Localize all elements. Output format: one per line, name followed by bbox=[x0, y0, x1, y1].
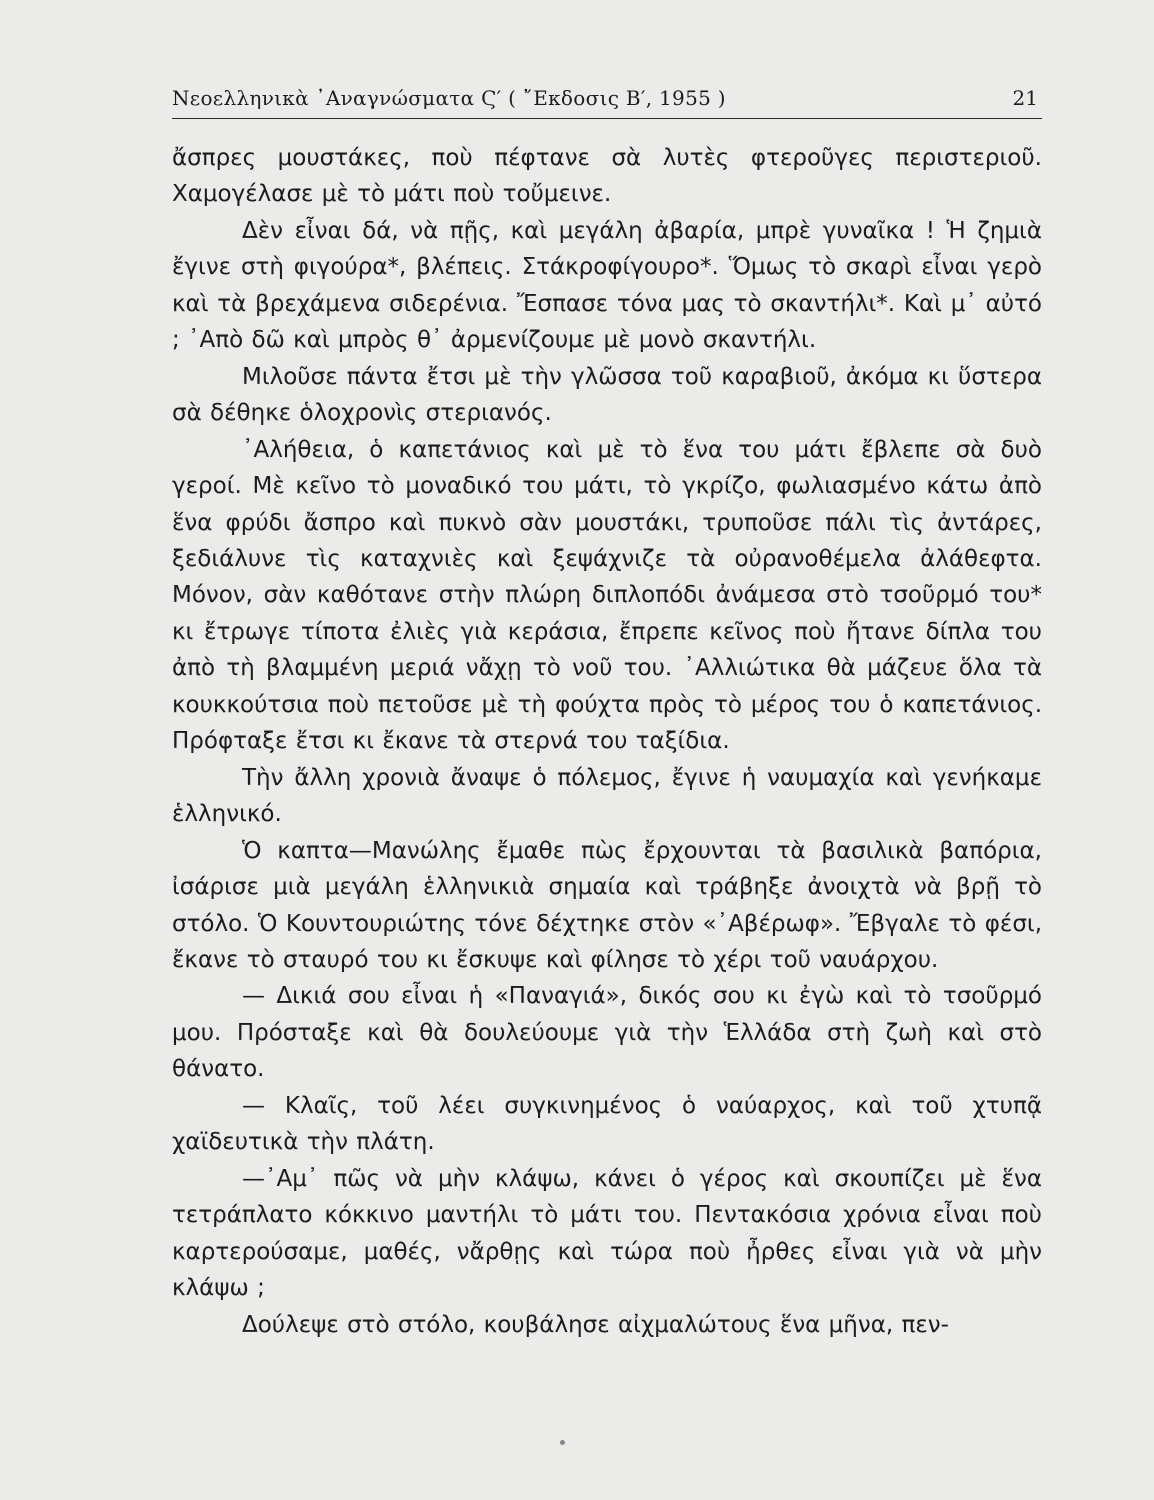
paragraph-8: — Κλαῖς, τοῦ λέει συγκινημένος ὁ ναύαρχος, καὶ τοῦ χτυπᾷ χαϊδευτικὰ τὴν πλάτη. bbox=[172, 1092, 1042, 1156]
page-number: 21 bbox=[1012, 86, 1038, 110]
paragraph-2: Δὲν εἶναι δά, νὰ πῇς, καὶ μεγάλη ἀβαρία, μπρὲ γυναῖκα ! Ἡ ζημιὰ ἔγινε στὴ φιγούρα*, βλέπεις. Στάκροφίγουρο*. Ὅμως τὸ σκαρὶ εἶναι γερὸ καὶ τὰ βρεχάμενα σιδερένια. Ἔσπασε τόνα μας τὸ σκαντήλι*. Καὶ μ᾿ αὐτό ; ᾿Απὸ δῶ καὶ μπρὸς θ᾿ ἀρμενίζουμε μὲ μονὸ σκαντήλι. bbox=[172, 217, 1042, 354]
ink-speck bbox=[560, 1440, 565, 1445]
paragraph-3: Μιλοῦσε πάντα ἔτσι μὲ τὴν γλῶσσα τοῦ καραβιοῦ, ἀκόμα κι ὕστερα σὰ δέθηκε ὁλοχρονὶς στεριανός. bbox=[172, 363, 1042, 427]
running-header bbox=[172, 82, 1042, 119]
paragraph-6: Ὁ καπτα—Μανώλης ἔμαθε πὼς ἔρχουνται τὰ βασιλικὰ βαπόρια, ἰσάρισε μιὰ μεγάλη ἑλληνικιὰ σημαία καὶ τράβηξε ἀνοιχτὰ νὰ βρῇ τὸ στόλο. Ὁ Κουντουριώτης τόνε δέχτηκε στὸν «᾿Αβέρωφ». Ἔβγαλε τὸ φέσι, ἔκανε τὸ σταυρό του κι ἔσκυψε καὶ φίλησε τὸ χέρι τοῦ ναυάρχου. bbox=[172, 837, 1042, 973]
paragraph-5: Τὴν ἄλλη χρονιὰ ἄναψε ὁ πόλεμος, ἔγινε ἡ ναυμαχία καὶ γενήκαμε ἑλληνικό. bbox=[172, 764, 1042, 828]
paragraph-4: ᾿Αλήθεια, ὁ καπετάνιος καὶ μὲ τὸ ἕνα του μάτι ἔβλεπε σὰ δυὸ γεροί. Μὲ κεῖνο τὸ μοναδικό του μάτι, τὸ γκρίζο, φωλιασμένο κάτω ἀπὸ ἕνα φρύδι ἄσπρο καὶ πυκνὸ σὰν μουστάκι, τρυποῦσε πάλι τὶς ἀντάρες, ξεδιάλυνε τὶς καταχνιὲς καὶ ξεψάχνιζε τὰ οὐρανοθέμελα ἀλάθεφτα. Μόνον, σὰν καθότανε στὴν πλώρη διπλοπόδι ἀνάμεσα στὸ τσοῦρμό του* κι ἔτρωγε τίποτα ἐλιὲς γιὰ κεράσια, ἔπρεπε κεῖνος ποὺ ἤτανε δίπλα του ἀπὸ τὴ βλαμμένη μεριά νἄχῃ τὸ νοῦ του. ᾿Αλλιώτικα θὰ μάζευε ὅλα τὰ κουκκούτσια ποὺ πετοῦσε μὲ τὴ φούχτα πρὸς τὸ μέρος του ὁ καπετάνιος. Πρόφταξε ἔτσι κι ἔκανε τὰ στερνά του ταξίδια. bbox=[172, 436, 1042, 755]
body-text bbox=[172, 140, 1042, 1343]
paragraph-9: —᾿Αμ᾿ πῶς νὰ μὴν κλάψω, κάνει ὁ γέρος καὶ σκουπίζει μὲ ἕνα τετράπλατο κόκκινο μαντήλι τὸ μάτι του. Πεντακόσια χρόνια εἶναι ποὺ καρτερούσαμε, μαθές, νἄρθῃς καὶ τώρα ποὺ ἦρθες εἶναι γιὰ νὰ μὴν κλάψω ; bbox=[172, 1165, 1042, 1302]
paragraph-7: — Δικιά σου εἶναι ἡ «Παναγιά», δικός σου κι ἐγὼ καὶ τὸ τσοῦρμό μου. Πρόσταξε καὶ θὰ δουλεύουμε γιὰ τὴν Ἑλλάδα στὴ ζωὴ καὶ στὸ θάνατο. bbox=[172, 983, 1042, 1083]
paragraph-10: Δούλεψε στὸ στόλο, κουβάλησε αἰχμαλώτους ἕνα μῆνα, πεν- bbox=[242, 1311, 949, 1338]
header-title: Νεοελληνικὰ ᾿Αναγνώσματα Ϛ′ ( ῎Εκδοσις Β′, 1955 ) bbox=[172, 86, 726, 110]
paragraph-1: ἄσπρες μουστάκες, ποὺ πέφτανε σὰ λυτὲς φτεροῦγες περιστεριοῦ. Χαμογέλασε μὲ τὸ μάτι ποὺ τοὔμεινε. bbox=[172, 145, 1042, 208]
